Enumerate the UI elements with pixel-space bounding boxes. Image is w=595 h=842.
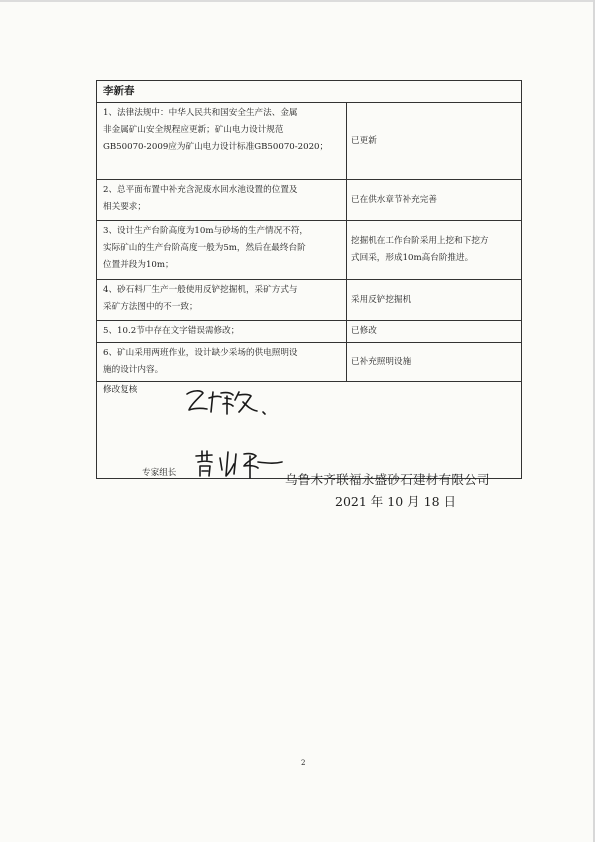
response-cell: 已修改	[351, 326, 377, 336]
table-row	[97, 343, 521, 382]
expert-name: 李新春	[97, 81, 521, 103]
table-row	[97, 180, 521, 221]
table-row	[97, 321, 521, 343]
page-number: 2	[301, 759, 306, 767]
leader-label: 专家组长	[142, 468, 177, 478]
review-label: 修改复核	[103, 385, 138, 395]
scan-edge-top	[0, 0, 595, 2]
leader-signature	[192, 448, 284, 480]
reviewer-signature	[181, 384, 271, 418]
document-date: 2021 年 10 月 18 日	[335, 494, 456, 509]
opinion-cell: 2、总平面布置中补充含泥废水回水池设置的位置及 相关要求；	[97, 180, 347, 220]
table-row	[97, 221, 521, 280]
response-cell: 采用反铲挖掘机	[351, 294, 412, 305]
response-cell: 已在供水章节补充完善	[351, 194, 437, 205]
opinion-cell: 4、砂石料厂生产一般使用反铲挖掘机，采矿方式与 采矿方法图中的不一致；	[97, 280, 347, 320]
table-row	[97, 103, 521, 180]
opinion-cell: 1、法律法规中：中华人民共和国安全生产法、金属 非金属矿山安全规程应更新；矿山电力设计规范 GB50070-2009应为矿山电力设计标准GB50070-2020；	[97, 103, 347, 179]
opinion-cell: 5、10.2节中存在文字错误需修改；	[97, 321, 347, 342]
company-name: 乌鲁木齐联福永盛砂石建材有限公司	[285, 472, 490, 487]
response-cell: 已补充照明设施	[351, 356, 412, 367]
opinion-cell: 3、设计生产台阶高度为10m与砂场的生产情况不符， 实际矿山的生产台阶高度一般为5m，然后在最终台阶 位置并段为10m；	[97, 221, 347, 279]
response-cell: 已更新	[351, 135, 377, 146]
review-section	[97, 382, 521, 478]
review-form-table	[96, 80, 522, 479]
response-cell: 挖掘机在工作台阶采用上挖和下挖方 式回采，形成10m高台阶推进。	[351, 236, 489, 263]
table-row	[97, 280, 521, 321]
opinion-cell: 6、矿山采用两班作业，设计缺少采场的供电照明设 施的设计内容。	[97, 343, 347, 381]
